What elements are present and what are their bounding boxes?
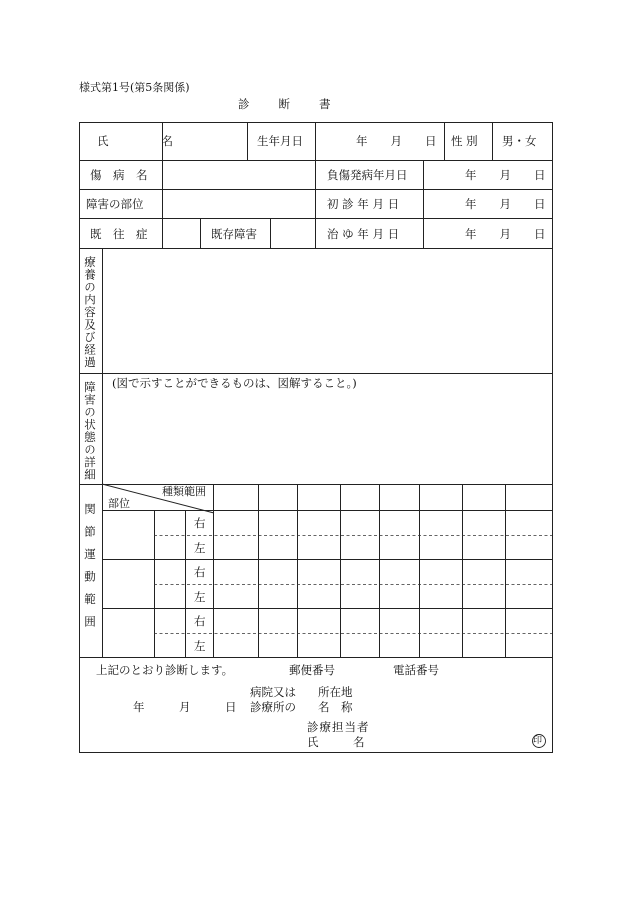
certification-date: 年 月 日 xyxy=(133,700,237,714)
rom-side-left: 左 xyxy=(194,639,206,653)
phone-label: 電話番号 xyxy=(393,663,439,677)
condition-note: (図で示すことができるものは、図解すること。) xyxy=(112,376,357,390)
existing-label: 既存障害 xyxy=(211,227,257,241)
disease-field[interactable] xyxy=(164,162,314,188)
condition-label: 障害の状態の詳細 xyxy=(83,381,97,481)
doctor-name-label: 氏 名 xyxy=(307,735,365,749)
facility-name-label: 名 称 xyxy=(318,700,353,714)
rom-side-right: 右 xyxy=(194,565,206,579)
address-label: 所在地 xyxy=(318,685,353,699)
existing-field[interactable] xyxy=(272,220,314,247)
footer-statement: 上記のとおり診断します。 xyxy=(96,663,234,677)
cure-field[interactable] xyxy=(425,220,551,247)
treatment-field[interactable] xyxy=(104,250,551,372)
rom-side-right: 右 xyxy=(194,614,206,628)
form-number: 様式第1号(第5条関係) xyxy=(79,81,190,94)
disease-label: 傷 病 名 xyxy=(90,168,148,182)
onset-field[interactable] xyxy=(425,162,551,188)
sex-label: 性 別 xyxy=(451,134,478,148)
rom-side-left: 左 xyxy=(194,541,206,555)
rom-side-left: 左 xyxy=(194,590,206,604)
seal-mark: 印 xyxy=(533,736,543,746)
first-visit-value: 年 月 日 xyxy=(465,197,546,211)
doctor-label: 診療担当者 xyxy=(307,720,370,734)
rom-header-site: 部位 xyxy=(108,497,130,510)
onset-value: 年 月 日 xyxy=(465,168,546,182)
site-label: 障害の部位 xyxy=(86,197,144,211)
history-label: 既 往 症 xyxy=(90,227,148,241)
sex-options[interactable]: 男・女 xyxy=(502,134,537,148)
condition-field[interactable] xyxy=(104,392,551,483)
site-field[interactable] xyxy=(164,191,314,217)
hospital-label-2: 診療所の xyxy=(250,700,296,714)
rom-side-right: 右 xyxy=(194,516,206,530)
cure-value: 年 月 日 xyxy=(465,227,546,241)
treatment-label: 療養の内容及び経過 xyxy=(83,256,97,369)
page-title: 診 断 書 xyxy=(238,97,333,111)
first-visit-label: 初 診 年 月 日 xyxy=(327,197,400,211)
birthdate-field[interactable] xyxy=(317,124,443,159)
birthdate-label: 生年月日 xyxy=(257,134,303,148)
rom-value-grid[interactable] xyxy=(214,511,552,657)
rom-label: 関節運動範囲 xyxy=(83,503,97,638)
rom-header-type: 種類範囲 xyxy=(162,485,206,498)
first-visit-field[interactable] xyxy=(425,191,551,217)
cure-label: 治 ゆ 年 月 日 xyxy=(327,227,400,241)
name-field[interactable] xyxy=(164,124,246,159)
onset-label: 負傷発病年月日 xyxy=(327,168,408,182)
birthdate-value: 年 月 日 xyxy=(356,134,437,148)
name-label: 氏 名 xyxy=(97,134,183,148)
history-field[interactable] xyxy=(164,220,199,247)
hospital-label-1: 病院又は xyxy=(250,685,296,699)
postal-label: 郵便番号 xyxy=(289,663,335,677)
